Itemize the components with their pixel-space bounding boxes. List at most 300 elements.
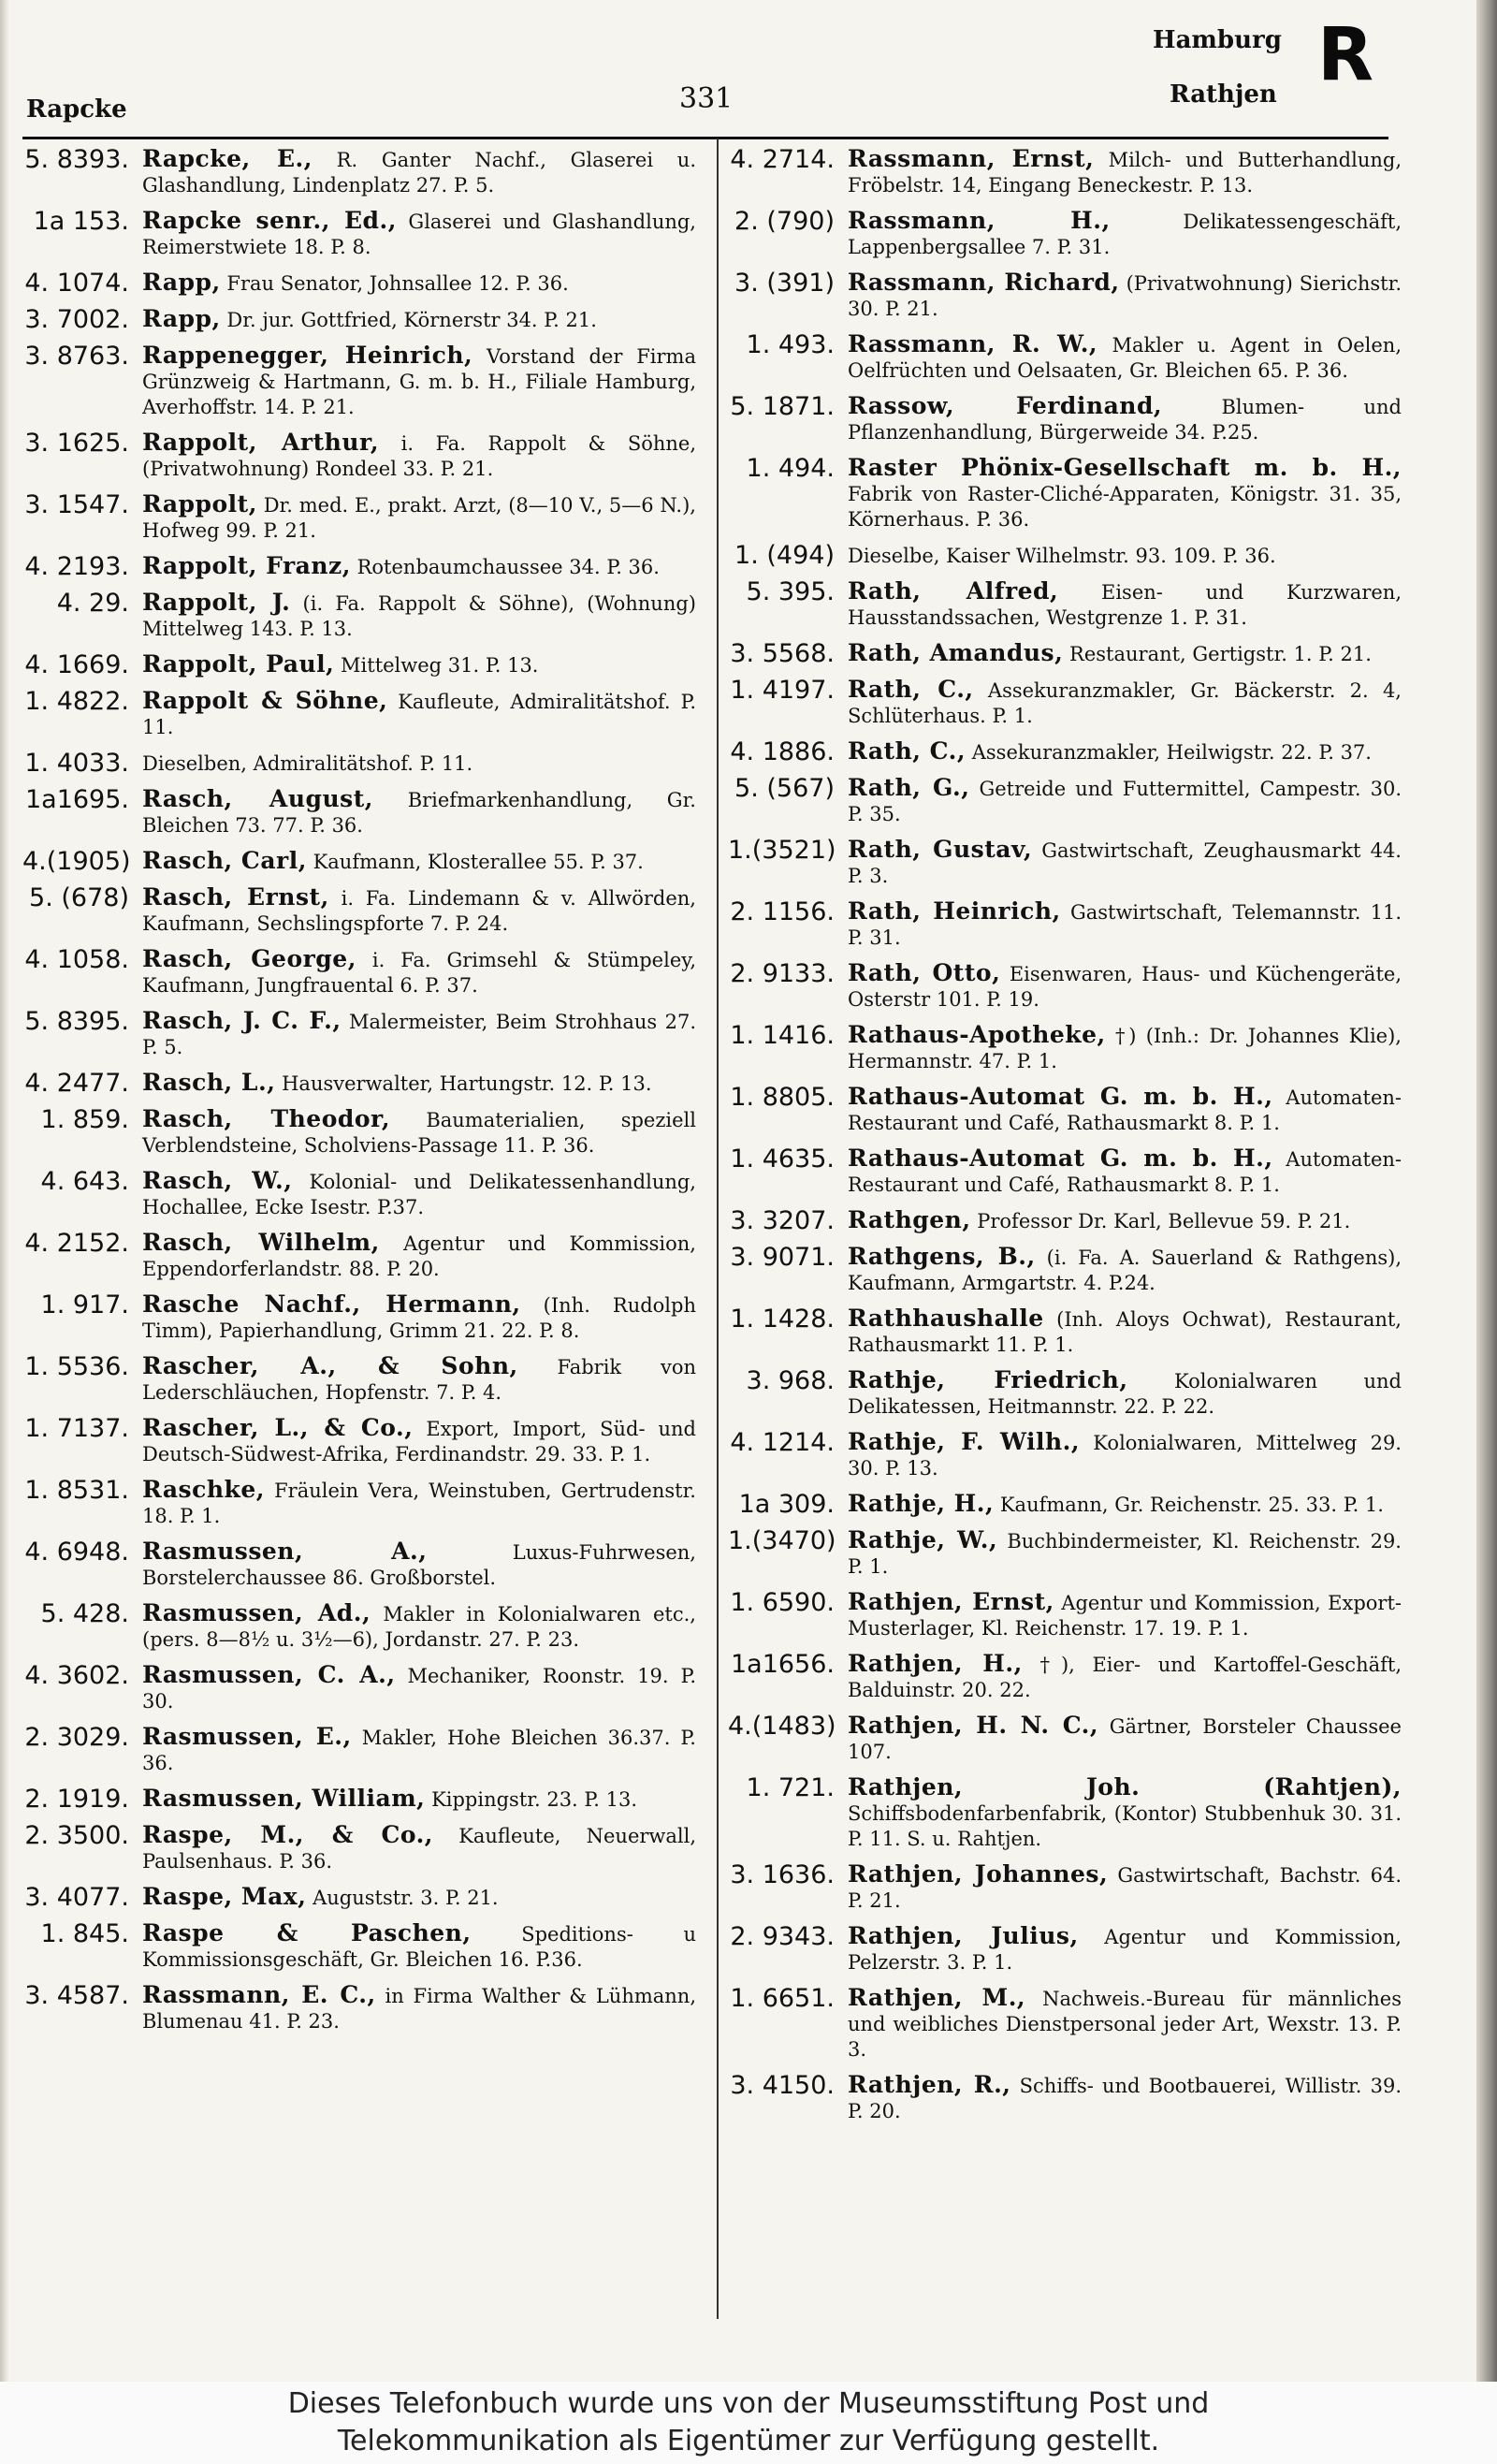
directory-entry [22,1008,696,1060]
entry-details: Mechaniker, Roonstr. 19. P. 30. [142,1665,696,1713]
entry-name: Rappenegger, Heinrich, [142,342,473,369]
phone-number: 1. 1416. [730,1021,835,1050]
directory-entry [22,306,696,333]
directory-entry [728,677,1402,729]
entry-text [142,590,696,642]
phone-number: 1. 4033. [24,749,129,778]
phone-number: 3. 4150. [730,2071,835,2100]
directory-entry [22,1982,696,2034]
entry-details: R. Ganter Nachf., Glaserei u. Glashandlung, Lindenplatz 27. P. 5. [142,149,696,197]
phone-number: 3. 7002. [24,305,129,334]
directory-entry [22,1920,696,1973]
phone-number: 4. 1214. [730,1428,835,1457]
directory-entry [728,1022,1402,1074]
phone-number: 1. 493. [746,330,835,359]
phone-number: 1a1656. [730,1650,835,1679]
entry-text [848,677,1402,729]
entry-text [848,738,1402,765]
entry-details: Fabrik von Raster-Cliché-Apparaten, Königstr. 31. 35, Körnerhaus. P. 36. [848,483,1402,531]
entry-name: Rathje, Friedrich, [848,1366,1128,1393]
entry-name: Rassmann, E. C., [142,1981,376,2008]
entry-details: Assekuranzmakler, Heilwigstr. 22. P. 37. [971,741,1372,764]
entry-name: Rappolt, J. [142,589,291,616]
directory-entry [728,1651,1402,1703]
phone-number: 1. 4822. [24,687,129,716]
entry-text [848,1985,1402,2063]
entry-details: Gärtner, Borsteler Chaussee 107. [848,1715,1402,1763]
entry-name: Rasch, August, [142,785,373,812]
phone-number: 4. 2477. [24,1069,129,1098]
entry-text [142,1353,696,1406]
phone-number: 5. 8395. [24,1007,129,1036]
entry-details: Dr. med. E., prakt. Arzt, (8—10 V., 5—6 N.), Hofweg 99. P. 21. [142,494,696,542]
directory-entry [22,1291,696,1344]
entry-details: Auguststr. 3. P. 21. [312,1887,499,1909]
phone-number: 1. 1428. [730,1305,835,1334]
entry-name: Rath, C., [848,676,974,703]
entry-details: Kolonial- und Delikatessenhandlung, Hochallee, Ecke Isestr. P.37. [142,1171,696,1218]
entry-name: Rasch, Theodor, [142,1105,391,1132]
directory-entry [728,1861,1402,1914]
entry-name: Rath, C., [848,737,967,765]
entry-text [142,270,696,297]
phone-number: 2. 3029. [24,1723,129,1752]
entry-name: Rappolt & Söhne, [142,687,388,714]
entry-name: Rathje, H., [848,1490,995,1517]
entry-name: Rasch, Carl, [142,847,307,874]
entry-name: Rasmussen, E., [142,1723,352,1750]
phone-number: 5. 395. [746,577,835,606]
right-column [728,146,1402,2134]
directory-entry [728,640,1402,667]
entry-name: Rath, Amandus, [848,639,1064,666]
left-column [22,146,696,2044]
entry-details: Gastwirtschaft, Bachstr. 64. P. 21. [848,1864,1402,1912]
entry-details: (i. Fa. Rappolt & Söhne), (Wohnung) Mittelweg 143. P. 13. [142,592,696,640]
phone-number: 1. 721. [746,1773,835,1802]
entry-details: Gastwirtschaft, Zeughausmarkt 44. P. 3. [848,839,1402,887]
directory-entry [728,1084,1402,1136]
phone-number: 4. 3602. [24,1661,129,1690]
entry-name: Rasch, J. C. F., [142,1007,342,1034]
directory-entry [728,1367,1402,1420]
entry-details: Speditions- u Kommissionsgeschäft, Gr. Bleichen 16. P.36. [142,1923,696,1971]
phone-number: 3. 1625. [24,429,129,458]
phone-number: 1. 6590. [730,1588,835,1617]
phone-number: 5. 1871. [730,392,835,421]
entry-text [142,1008,696,1060]
entry-name: Rathje, F. Wilh., [848,1428,1081,1455]
phone-number: 1. 4635. [730,1145,835,1174]
entry-text [848,1527,1402,1580]
phone-number: 3. 4587. [24,1981,129,2010]
phone-number: 4. 29. [56,589,129,618]
directory-entry [728,1923,1402,1976]
entry-name: Rathjen, H. N. C., [848,1712,1099,1739]
phone-number: 1. 6651. [730,1984,835,2013]
entry-name: Rathjen, M., [848,1984,1026,2011]
directory-entry [22,343,696,420]
directory-entry [22,750,696,777]
entry-details: (Inh. Rudolph Timm), Papierhandlung, Grimm 21. 22. P. 8. [142,1294,696,1342]
directory-entry [22,1822,696,1874]
phone-number: 3. 3207. [730,1206,835,1235]
phone-number: 1a 153. [33,207,129,236]
entry-details: Agentur und Kommission, Export-Musterlager, Kl. Reichenstr. 17. 19. P. 1. [848,1592,1402,1640]
entry-name: Rascher, L., & Co., [142,1414,414,1441]
phone-number: 4.(1905) [22,847,131,876]
entry-text [848,542,1402,569]
phone-number: 1. 859. [40,1105,129,1134]
entry-name: Rapp, [142,269,221,296]
phone-number: 4. 2152. [24,1229,129,1258]
entry-details: (Privatwohnung) Sierichstr. 30. P. 21. [848,272,1402,320]
entry-details: Dieselbe, Kaiser Wilhelmstr. 93. 109. P. 36. [848,545,1276,567]
entry-text [142,1662,696,1714]
entry-text [848,2072,1402,2124]
directory-entry [728,1207,1402,1234]
phone-number: 1.(3521) [728,836,836,865]
directory-entry [728,2072,1402,2124]
directory-entry [22,1662,696,1714]
entry-text [848,837,1402,889]
entry-name: Raster Phönix-Gesellschaft m. b. H., [848,454,1402,481]
entry-text [142,1230,696,1282]
entry-name: Rasch, George, [142,945,356,972]
phone-number: 3. 9071. [730,1243,835,1272]
entry-text [142,1920,696,1973]
entry-text [848,1589,1402,1641]
directory-entry [22,208,696,260]
directory-entry [22,848,696,875]
phone-number: 3. 5568. [730,639,835,668]
phone-number: 1. 5536. [24,1352,129,1381]
directory-entry [22,1106,696,1159]
entry-name: Rathje, W., [848,1526,998,1553]
directory-entry [22,146,696,198]
phone-number: 1. 8531. [24,1476,129,1505]
entry-details: Dieselben, Admiralitätshof. P. 11. [142,752,473,775]
directory-entry [22,1415,696,1467]
running-head-city: Hamburg [1153,26,1282,54]
entry-name: Rathaus-Automat G. m. b. H., [848,1145,1273,1172]
entry-details: Makler u. Agent in Oelen, Oelfrüchten und Oelsaaten, Gr. Bleichen 65. P. 36. [848,334,1403,382]
entry-details: †) (Inh.: Dr. Johannes Klie), Hermannstr. 47. P. 1. [848,1025,1402,1072]
header-rule [22,137,1388,139]
phone-number: 5. (678) [29,883,129,912]
entry-details: Eisenwaren, Haus- und Küchengeräte, Osterstr 101. P. 19. [848,963,1402,1011]
entry-name: Rasch, Wilhelm, [142,1229,380,1256]
page-number: 331 [679,82,734,115]
entry-text [142,688,696,740]
entry-details: Agentur und Kommission, Pelzerstr. 3. P. 1. [848,1926,1402,1974]
section-letter: R [1317,13,1374,97]
entry-text [142,1538,696,1591]
entry-details: Fräulein Vera, Weinstuben, Gertrudenstr. 18. P. 1. [142,1480,696,1527]
page-edge-right [1476,0,1497,2382]
entry-text [848,1491,1402,1518]
entry-details: Hausverwalter, Hartungstr. 12. P. 13. [282,1072,652,1095]
entry-name: Rath, Otto, [848,959,1001,986]
entry-text [848,1861,1402,1914]
entry-details: (i. Fa. A. Sauerland & Rathgens), Kaufmann, Armgartstr. 4. P.24. [848,1247,1402,1294]
entry-text [848,640,1402,667]
entry-name: Rassmann, Richard, [848,269,1120,296]
entry-name: Rappolt, Paul, [142,650,335,678]
phone-number: 1. 4197. [730,676,835,705]
phone-number: 5. 8393. [24,145,129,174]
entry-text [142,1600,696,1653]
entry-text [142,946,696,999]
entry-name: Rasmussen, William, [142,1785,426,1812]
entry-name: Rassmann, Ernst, [848,145,1095,172]
directory-entry [22,1724,696,1776]
phone-number: 2. 9133. [730,959,835,988]
entry-text [142,848,696,875]
entry-name: Rasmussen, A., [142,1538,428,1565]
directory-entry [22,1168,696,1220]
entry-name: Rappolt, Franz, [142,552,351,579]
entry-name: Rassmann, H., [848,207,1111,234]
phone-number: 2. 1156. [730,897,835,926]
directory-entry [728,738,1402,765]
entry-text [142,1884,696,1911]
directory-entry [728,1145,1402,1198]
directory-entry [728,837,1402,889]
phone-number: 5. (567) [734,774,835,803]
entry-details: Agentur und Kommission, Eppendorferlandstr. 88. P. 20. [142,1232,696,1280]
entry-text [142,146,696,198]
directory-entry [22,590,696,642]
entry-text [848,1713,1402,1765]
entry-text [848,960,1402,1013]
entry-details: Buchbindermeister, Kl. Reichenstr. 29. P. 1. [848,1530,1402,1578]
entry-details: Kaufleute, Admiralitätshof. P. 11. [142,691,697,738]
column-divider [717,139,719,2319]
entry-name: Raspe, M., & Co., [142,1821,434,1848]
directory-entry [22,786,696,838]
entry-text [848,146,1402,198]
directory-entry [728,1589,1402,1641]
entry-text [848,1207,1402,1234]
entry-text [848,1305,1402,1358]
entry-name: Rasch, W., [142,1167,293,1194]
entry-details: Mittelweg 31. P. 13. [341,654,539,677]
entry-text [142,1291,696,1344]
phone-number: 4. 1886. [730,737,835,766]
entry-text [142,1168,696,1220]
entry-name: Rapp, [142,305,221,332]
entry-details: Blumen- und Pflanzenhandlung, Bürgerweide 34. P.25. [848,396,1402,444]
directory-entry [22,1353,696,1406]
entry-details: Automaten-Restaurant und Café, Rathausmarkt 8. P. 1. [848,1086,1402,1134]
directory-entry [22,1538,696,1591]
entry-details: Glaserei und Glashandlung, Reimerstwiete 18. P. 8. [142,211,696,258]
entry-name: Rathjen, Johannes, [848,1860,1109,1888]
directory-entry [728,270,1402,322]
phone-number: 4. 1074. [24,269,129,298]
phone-number: 1. 7137. [24,1414,129,1443]
directory-entry [22,651,696,678]
directory-entry [22,1786,696,1813]
entry-name: Rathjen, H., [848,1650,1023,1677]
entry-name: Rascher, A., & Sohn, [142,1352,518,1379]
entry-details: Kaufmann, Klosterallee 55. P. 37. [312,851,644,873]
entry-text [848,270,1402,322]
entry-name: Rath, Gustav, [848,836,1033,863]
entry-details: Nachweis.-Bureau für männliches und weibliches Dienstpersonal jeder Art, Wexstr. 13. P. 3. [848,1988,1402,2061]
entry-details: Dr. jur. Gottfried, Körnerstr 34. P. 21. [226,309,597,331]
entry-details: Kaufleute, Neuerwall, Paulsenhaus. P. 36. [142,1825,697,1873]
entry-name: Rasch, L., [142,1069,276,1096]
entry-name: Rathaus-Apotheke, [848,1021,1106,1048]
directory-entry [22,430,696,482]
entry-details: Assekuranzmakler, Gr. Bäckerstr. 2. 4, Schlüterhaus. P. 1. [848,679,1402,727]
entry-name: Rassmann, R. W., [848,330,1098,357]
phone-number: 2. 3500. [24,1821,129,1850]
entry-name: Rapcke, E., [142,145,312,172]
entry-text [848,1084,1402,1136]
entry-name: Raschke, [142,1476,265,1503]
entry-details: Frau Senator, Johnsallee 12. P. 36. [226,272,569,295]
entry-text [142,1070,696,1097]
entry-text [142,1477,696,1529]
entry-name: Rasmussen, C. A., [142,1661,396,1688]
footer-line-1: Dieses Telefonbuch wurde uns von der Museumsstiftung Post und [287,2387,1210,2420]
phone-number: 2. 1919. [24,1785,129,1814]
entry-text [142,884,696,937]
entry-name: Rath, G., [848,774,970,801]
phone-number: 1. 845. [40,1919,129,1948]
phone-number: 1a 309. [738,1490,835,1519]
phone-number: 1a1695. [24,785,129,814]
entry-details: Milch- und Butterhandlung, Fröbelstr. 14, Eingang Beneckestr. P. 13. [848,149,1402,197]
entry-text [848,1923,1402,1976]
entry-details: Makler, Hohe Bleichen 36.37. P. 36. [142,1727,696,1774]
entry-details: Rotenbaumchaussee 34. P. 36. [356,556,660,578]
phone-number: 3. 968. [746,1366,835,1395]
directory-entry [22,1070,696,1097]
entry-text [142,1982,696,2034]
entry-name: Rappolt, Arthur, [142,429,380,456]
phone-number: 3. (391) [734,269,835,298]
entry-text [142,750,696,777]
entry-text [848,208,1402,260]
entry-text [142,1724,696,1776]
phone-number: 3. 8763. [24,342,129,371]
entry-details: Briefmarkenhandlung, Gr. Bleichen 73. 77. P. 36. [142,789,696,837]
directory-entry [22,946,696,999]
entry-text [848,1651,1402,1703]
phone-number: 1. 494. [746,454,835,483]
phone-number: 1. 8805. [730,1083,835,1112]
entry-details: Malermeister, Beim Strohhaus 27. P. 5. [142,1011,696,1058]
directory-entry [728,1429,1402,1481]
entry-text [142,1106,696,1159]
directory-entry [22,491,696,544]
entry-name: Rathhaushalle [848,1305,1044,1332]
entry-text [142,208,696,260]
entry-details: Delikatessengeschäft, Lappenbergsallee 7. P. 31. [848,211,1402,258]
entry-text [848,331,1402,384]
entry-name: Rapcke senr., Ed., [142,207,397,234]
entry-text [848,1145,1402,1198]
entry-details: Automaten-Restaurant und Café, Rathausmarkt 8. P. 1. [848,1148,1402,1196]
entry-details: Baumaterialien, speziell Verblendsteine, Scholviens-Passage 11. P. 36. [142,1109,696,1157]
entry-details: Schiffsbodenfarbenfabrik, (Kontor) Stubbenhuk 30. 31. P. 11. S. u. Rahtjen. [848,1802,1402,1850]
entry-name: Rathjen, Joh. (Rahtjen), [848,1773,1402,1801]
directory-entry [728,146,1402,198]
directory-entry [22,1884,696,1911]
directory-entry [22,884,696,937]
entry-text [142,1786,696,1813]
entry-details: Kolonialwaren, Mittelweg 29. 30. P. 13. [848,1432,1402,1480]
directory-entry [728,898,1402,951]
entry-details: Eisen- und Kurzwaren, Hausstandssachen, Westgrenze 1. P. 31. [848,581,1402,629]
entry-text [142,430,696,482]
phone-number: 4. 2193. [24,552,129,581]
entry-name: Rappolt, [142,490,257,518]
directory-entry [728,578,1402,631]
directory-entry [22,1230,696,1282]
page-edge-left [0,0,9,2382]
entry-name: Rasch, Ernst, [142,883,329,911]
directory-entry [728,1491,1402,1518]
entry-details: i. Fa. Grimsehl & Stümpeley, Kaufmann, Jungfrauental 6. P. 37. [142,949,696,997]
entry-name: Rathaus-Automat G. m. b. H., [848,1083,1273,1110]
directory-entry [728,775,1402,827]
entry-details: Vorstand der Firma Grünzweig & Hartmann, G. m. b. H., Filiale Hamburg, Averhoffstr. 14. P. 21. [142,345,696,418]
entry-text [848,1367,1402,1420]
entry-text [848,1774,1402,1852]
entry-details: Export, Import, Süd- und Deutsch-Südwest-Afrika, Ferdinandstr. 29. 33. P. 1. [142,1418,696,1465]
directory-entry [728,455,1402,532]
entry-details: Schiffs- und Bootbauerei, Willistr. 39. P. 20. [848,2075,1402,2122]
entry-name: Rathgen, [848,1206,971,1233]
phone-number: 3. 4077. [24,1883,129,1912]
entry-details: Getreide und Futtermittel, Campestr. 30. P. 35. [848,778,1402,825]
entry-details: †), Eier- und Kartoffel-Geschäft, Balduinstr. 20. 22. [848,1654,1402,1701]
entry-text [848,578,1402,631]
entry-details: Restaurant, Gertigstr. 1. P. 21. [1069,643,1372,665]
entry-text [142,651,696,678]
entry-text [848,393,1402,445]
phone-number: 4. 2714. [730,145,835,174]
entry-details: Gastwirtschaft, Telemannstr. 11. P. 31. [848,901,1402,949]
entry-text [848,775,1402,827]
entry-name: Raspe & Paschen, [142,1919,472,1946]
entry-text [142,1822,696,1874]
entry-details: (Inh. Aloys Ochwat), Restaurant, Rathausmarkt 11. P. 1. [848,1308,1402,1356]
entry-text [848,1429,1402,1481]
phone-number: 4.(1483) [728,1712,836,1741]
directory-entry [728,1713,1402,1765]
entry-text [142,343,696,420]
phone-number: 4. 1058. [24,945,129,974]
directory-entry [728,1774,1402,1852]
footer-notice [0,2382,1497,2464]
entry-name: Rathjen, R., [848,2071,1011,2098]
directory-entry [22,1600,696,1653]
phone-number: 3. 1636. [730,1860,835,1889]
directory-entry [728,1985,1402,2063]
directory-entry [728,1305,1402,1358]
entry-text [142,553,696,580]
directory-entry [728,1244,1402,1296]
entry-text [848,1244,1402,1296]
directory-entry [22,553,696,580]
entry-name: Rasmussen, Ad., [142,1599,371,1626]
